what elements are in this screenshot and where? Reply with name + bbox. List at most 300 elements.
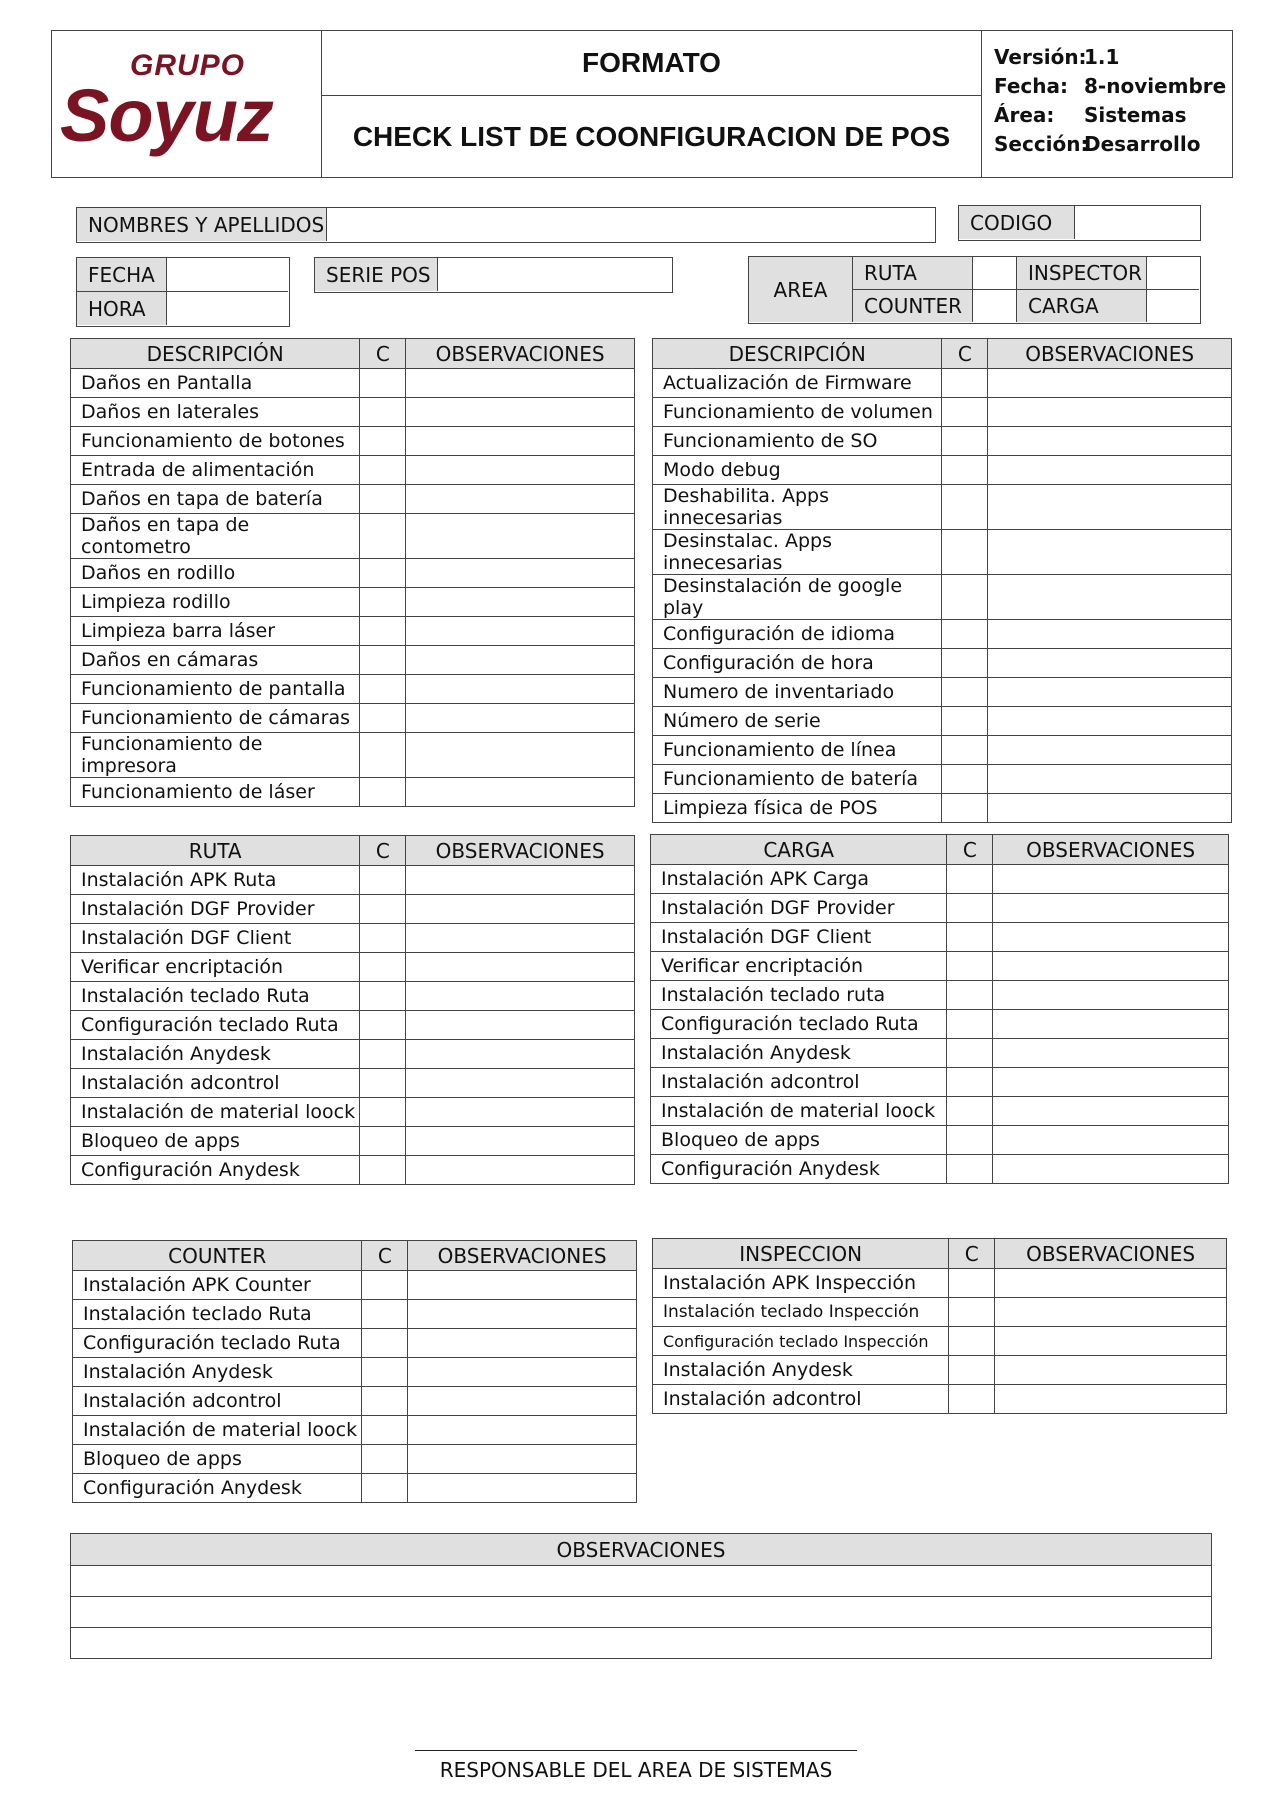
table-row: [71, 866, 635, 895]
observation-cell[interactable]: [988, 530, 1232, 575]
observation-cell[interactable]: [406, 733, 635, 778]
nombres-label: NOMBRES Y APELLIDOS: [77, 208, 327, 241]
date-label: Fecha:: [994, 74, 1069, 98]
column-header-description: DESCRIPCIÓN: [653, 339, 942, 369]
observation-cell[interactable]: [406, 1069, 635, 1098]
table-row: [651, 894, 1229, 923]
area-label: AREA: [749, 257, 853, 322]
check-cell[interactable]: [942, 736, 988, 765]
company-logo: [52, 31, 322, 177]
item-label: Configuración de hora: [653, 649, 942, 678]
table-row: [73, 1329, 637, 1358]
area-value: Sistemas: [1084, 103, 1187, 127]
item-label: Funcionamiento de impresora: [71, 733, 360, 778]
table-row: [653, 678, 1232, 707]
observation-cell[interactable]: [408, 1416, 637, 1445]
ruta-label: RUTA: [853, 257, 973, 290]
observation-cell[interactable]: [406, 1127, 635, 1156]
check-cell[interactable]: [362, 1416, 408, 1445]
table-row: [71, 427, 635, 456]
observation-cell[interactable]: [995, 1327, 1227, 1356]
check-cell[interactable]: [360, 953, 406, 982]
item-label: Instalación APK Carga: [651, 865, 947, 894]
table-row: [71, 1098, 635, 1127]
check-cell[interactable]: [360, 866, 406, 895]
item-label: Instalación adcontrol: [653, 1385, 949, 1414]
check-cell[interactable]: [360, 1040, 406, 1069]
table-row: [653, 369, 1232, 398]
item-label: Instalación Anydesk: [651, 1039, 947, 1068]
table-header-row: [73, 1241, 637, 1271]
observation-cell[interactable]: [408, 1445, 637, 1474]
column-header-observaciones: OBSERVACIONES: [993, 835, 1229, 865]
table-row: [73, 1416, 637, 1445]
check-cell[interactable]: [942, 456, 988, 485]
item-label: Instalación adcontrol: [71, 1069, 360, 1098]
table-row: [71, 675, 635, 704]
signature-line: [415, 1750, 857, 1751]
observation-cell[interactable]: [993, 952, 1229, 981]
table-row: [653, 620, 1232, 649]
nombres-input[interactable]: [327, 208, 934, 241]
check-cell[interactable]: [947, 1097, 993, 1126]
item-label: Configuración Anydesk: [71, 1156, 360, 1185]
item-label: Configuración Anydesk: [651, 1155, 947, 1184]
item-label: Entrada de alimentación: [71, 456, 360, 485]
observation-cell[interactable]: [408, 1329, 637, 1358]
table-carga: [650, 834, 1229, 1184]
table-row: [651, 923, 1229, 952]
observation-cell[interactable]: [408, 1387, 637, 1416]
table-row: [71, 1156, 635, 1185]
observation-cell[interactable]: [406, 1156, 635, 1185]
item-label: Instalación Anydesk: [71, 1040, 360, 1069]
item-label: Configuración teclado Inspección: [653, 1327, 949, 1356]
table-row: [71, 485, 635, 514]
observation-cell[interactable]: [406, 866, 635, 895]
item-label: Funcionamiento de cámaras: [71, 704, 360, 733]
table-row: [71, 778, 635, 807]
item-label: Desinstalac. Apps innecesarias: [653, 530, 942, 575]
column-header-check: C: [947, 835, 993, 865]
observation-cell[interactable]: [988, 427, 1232, 456]
observation-cell[interactable]: [406, 1011, 635, 1040]
observation-cell[interactable]: [988, 649, 1232, 678]
item-label: Funcionamiento de batería: [653, 765, 942, 794]
table-row: [73, 1445, 637, 1474]
observation-cell[interactable]: [408, 1300, 637, 1329]
observation-cell[interactable]: [406, 646, 635, 675]
version-label: Versión:: [994, 45, 1087, 69]
observation-cell[interactable]: [406, 1098, 635, 1127]
observation-cell[interactable]: [993, 865, 1229, 894]
item-label: Configuración teclado Ruta: [73, 1329, 362, 1358]
check-cell[interactable]: [949, 1356, 995, 1385]
check-cell[interactable]: [360, 369, 406, 398]
check-cell[interactable]: [949, 1385, 995, 1414]
codigo-label: CODIGO: [959, 206, 1075, 239]
check-cell[interactable]: [942, 530, 988, 575]
item-label: Daños en cámaras: [71, 646, 360, 675]
table-row: [71, 895, 635, 924]
observation-cell[interactable]: [988, 707, 1232, 736]
observation-cell[interactable]: [406, 456, 635, 485]
check-cell[interactable]: [947, 1126, 993, 1155]
table-header-row: [653, 1239, 1227, 1269]
check-cell[interactable]: [947, 894, 993, 923]
fecha-input[interactable]: [167, 258, 288, 292]
observation-cell[interactable]: [993, 1010, 1229, 1039]
document-header: [51, 30, 1233, 178]
check-cell[interactable]: [362, 1358, 408, 1387]
column-header-check: C: [942, 339, 988, 369]
item-label: Verificar encriptación: [651, 952, 947, 981]
table-row: [653, 1356, 1227, 1385]
check-cell[interactable]: [947, 1039, 993, 1068]
observation-cell[interactable]: [406, 953, 635, 982]
check-cell[interactable]: [947, 1010, 993, 1039]
observation-cell[interactable]: [406, 485, 635, 514]
item-label: Instalación DGF Provider: [71, 895, 360, 924]
table-row: [73, 1387, 637, 1416]
column-header-observaciones: OBSERVACIONES: [988, 339, 1232, 369]
observation-cell[interactable]: [406, 398, 635, 427]
table-row: [71, 456, 635, 485]
observaciones-line[interactable]: [71, 1566, 1212, 1597]
check-cell[interactable]: [360, 398, 406, 427]
observation-cell[interactable]: [406, 514, 635, 559]
observation-cell[interactable]: [406, 982, 635, 1011]
observaciones-line[interactable]: [71, 1597, 1212, 1628]
item-label: Instalación DGF Client: [651, 923, 947, 952]
carga-label: CARGA: [1017, 290, 1147, 322]
item-label: Instalación APK Counter: [73, 1271, 362, 1300]
check-cell[interactable]: [360, 485, 406, 514]
table-row: [653, 427, 1232, 456]
table-row: [651, 865, 1229, 894]
table-row: [653, 1327, 1227, 1356]
table-row: [71, 369, 635, 398]
area-box: [748, 256, 1201, 324]
check-cell[interactable]: [942, 369, 988, 398]
check-cell[interactable]: [360, 1011, 406, 1040]
check-cell[interactable]: [942, 649, 988, 678]
area-label: Área:: [994, 103, 1055, 127]
column-header-check: C: [360, 339, 406, 369]
item-label: Instalación teclado Ruta: [73, 1300, 362, 1329]
observation-cell[interactable]: [993, 1097, 1229, 1126]
item-label: Instalación DGF Provider: [651, 894, 947, 923]
observation-cell[interactable]: [993, 981, 1229, 1010]
observation-cell[interactable]: [408, 1474, 637, 1503]
check-cell[interactable]: [362, 1271, 408, 1300]
check-cell[interactable]: [942, 427, 988, 456]
observation-cell[interactable]: [995, 1298, 1227, 1327]
column-header-check: C: [949, 1239, 995, 1269]
observation-cell[interactable]: [406, 588, 635, 617]
table-row: [653, 736, 1232, 765]
check-cell[interactable]: [360, 924, 406, 953]
hora-label: HORA: [77, 292, 167, 325]
check-cell[interactable]: [360, 427, 406, 456]
item-label: Limpieza barra láser: [71, 617, 360, 646]
logo-soyuz-text: Soyuz: [60, 74, 273, 157]
observation-cell[interactable]: [406, 924, 635, 953]
item-label: Instalación de material loock: [71, 1098, 360, 1127]
observation-cell[interactable]: [993, 1068, 1229, 1097]
table-row: [651, 1126, 1229, 1155]
check-cell[interactable]: [949, 1269, 995, 1298]
table-row: [71, 1127, 635, 1156]
item-label: Deshabilita. Apps innecesarias: [653, 485, 942, 530]
table-row: [73, 1300, 637, 1329]
serie-pos-label: SERIE POS: [315, 258, 438, 291]
table-descripcion-1: [70, 338, 635, 807]
column-header-check: C: [360, 836, 406, 866]
logo-grupo-text: GRUPO: [130, 49, 246, 82]
observation-cell[interactable]: [988, 456, 1232, 485]
check-cell[interactable]: [362, 1329, 408, 1358]
observation-cell[interactable]: [988, 369, 1232, 398]
observation-cell[interactable]: [406, 675, 635, 704]
observation-cell[interactable]: [406, 369, 635, 398]
table-row: [653, 530, 1232, 575]
item-label: Instalación adcontrol: [73, 1387, 362, 1416]
observaciones-line[interactable]: [71, 1628, 1212, 1659]
table-row: [71, 733, 635, 778]
item-label: Configuración de idioma: [653, 620, 942, 649]
column-header-observaciones: OBSERVACIONES: [406, 339, 635, 369]
table-row: [651, 952, 1229, 981]
table-header-row: [71, 339, 635, 369]
item-label: Bloqueo de apps: [651, 1126, 947, 1155]
item-label: Funcionamiento de volumen: [653, 398, 942, 427]
item-label: Instalación de material loock: [73, 1416, 362, 1445]
check-cell[interactable]: [942, 707, 988, 736]
observation-cell[interactable]: [406, 617, 635, 646]
table-row: [653, 765, 1232, 794]
check-cell[interactable]: [947, 952, 993, 981]
check-cell[interactable]: [362, 1300, 408, 1329]
table-row: [71, 953, 635, 982]
observation-cell[interactable]: [993, 894, 1229, 923]
item-label: Daños en rodillo: [71, 559, 360, 588]
document-meta: [982, 31, 1232, 177]
inspector-check[interactable]: [1147, 257, 1199, 290]
column-header-observaciones: OBSERVACIONES: [995, 1239, 1227, 1269]
observation-cell[interactable]: [406, 427, 635, 456]
counter-label: COUNTER: [853, 290, 973, 322]
item-label: Funcionamiento de línea: [653, 736, 942, 765]
item-label: Limpieza física de POS: [653, 794, 942, 823]
table-row: [651, 1039, 1229, 1068]
observation-cell[interactable]: [406, 895, 635, 924]
check-cell[interactable]: [360, 646, 406, 675]
format-title: FORMATO: [322, 31, 981, 96]
ruta-check[interactable]: [973, 257, 1017, 290]
item-label: Funcionamiento de pantalla: [71, 675, 360, 704]
check-cell[interactable]: [947, 1068, 993, 1097]
column-header-observaciones: OBSERVACIONES: [408, 1241, 637, 1271]
table-ruta: [70, 835, 635, 1185]
item-label: Configuración teclado Ruta: [71, 1011, 360, 1040]
table-row: [653, 707, 1232, 736]
counter-check[interactable]: [973, 290, 1017, 322]
table-row: [73, 1358, 637, 1387]
column-header-observaciones: OBSERVACIONES: [406, 836, 635, 866]
item-label: Limpieza rodillo: [71, 588, 360, 617]
table-row: [71, 398, 635, 427]
item-label: Instalación APK Ruta: [71, 866, 360, 895]
check-cell[interactable]: [942, 794, 988, 823]
table-row: [653, 485, 1232, 530]
observation-cell[interactable]: [993, 1126, 1229, 1155]
table-row: [651, 981, 1229, 1010]
item-label: Número de serie: [653, 707, 942, 736]
item-label: Daños en laterales: [71, 398, 360, 427]
check-cell[interactable]: [949, 1298, 995, 1327]
observation-cell[interactable]: [406, 704, 635, 733]
observation-cell[interactable]: [993, 1039, 1229, 1068]
observaciones-header: OBSERVACIONES: [71, 1534, 1212, 1566]
item-label: Instalación teclado ruta: [651, 981, 947, 1010]
check-cell[interactable]: [360, 982, 406, 1011]
table-row: [71, 646, 635, 675]
serie-pos-row: [314, 257, 673, 293]
check-cell[interactable]: [360, 1098, 406, 1127]
check-cell[interactable]: [360, 704, 406, 733]
table-descripcion-2: [652, 338, 1232, 823]
check-cell[interactable]: [360, 559, 406, 588]
codigo-input[interactable]: [1075, 206, 1199, 239]
item-label: Funcionamiento de láser: [71, 778, 360, 807]
table-row: [73, 1474, 637, 1503]
check-cell[interactable]: [949, 1327, 995, 1356]
table-row: [71, 1040, 635, 1069]
observation-cell[interactable]: [988, 575, 1232, 620]
observation-cell[interactable]: [988, 620, 1232, 649]
item-label: Modo debug: [653, 456, 942, 485]
item-label: Bloqueo de apps: [71, 1127, 360, 1156]
check-cell[interactable]: [360, 675, 406, 704]
fecha-hora-box: [76, 257, 290, 327]
table-counter: [72, 1240, 637, 1503]
item-label: Instalación adcontrol: [651, 1068, 947, 1097]
column-header-description: DESCRIPCIÓN: [71, 339, 360, 369]
observation-cell[interactable]: [988, 765, 1232, 794]
item-label: Desinstalación de google play: [653, 575, 942, 620]
check-cell[interactable]: [360, 617, 406, 646]
table-header-row: [651, 835, 1229, 865]
table-row: [653, 575, 1232, 620]
check-cell[interactable]: [360, 895, 406, 924]
observation-cell[interactable]: [993, 1155, 1229, 1184]
check-cell[interactable]: [947, 981, 993, 1010]
observation-cell[interactable]: [995, 1385, 1227, 1414]
check-cell[interactable]: [360, 733, 406, 778]
signature-caption: RESPONSABLE DEL AREA DE SISTEMAS: [439, 1758, 833, 1782]
observation-cell[interactable]: [408, 1271, 637, 1300]
observation-cell[interactable]: [988, 398, 1232, 427]
observation-cell[interactable]: [995, 1269, 1227, 1298]
check-cell[interactable]: [360, 1069, 406, 1098]
item-label: Instalación teclado Ruta: [71, 982, 360, 1011]
check-cell[interactable]: [362, 1387, 408, 1416]
check-cell[interactable]: [360, 456, 406, 485]
column-header-description: COUNTER: [73, 1241, 362, 1271]
table-inspeccion: [652, 1238, 1227, 1414]
carga-check[interactable]: [1147, 290, 1199, 322]
check-cell[interactable]: [942, 398, 988, 427]
observation-cell[interactable]: [988, 794, 1232, 823]
observation-cell[interactable]: [993, 923, 1229, 952]
check-cell[interactable]: [942, 485, 988, 530]
check-cell[interactable]: [947, 923, 993, 952]
hora-input[interactable]: [167, 292, 288, 325]
check-cell[interactable]: [942, 575, 988, 620]
observation-cell[interactable]: [406, 559, 635, 588]
observation-cell[interactable]: [408, 1358, 637, 1387]
check-cell[interactable]: [360, 778, 406, 807]
codigo-row: [958, 205, 1201, 241]
section-value: Desarrollo: [1084, 132, 1201, 156]
check-cell[interactable]: [360, 1156, 406, 1185]
fecha-label: FECHA: [77, 258, 167, 292]
observaciones-block: [70, 1533, 1212, 1659]
item-label: Verificar encriptación: [71, 953, 360, 982]
check-cell[interactable]: [362, 1474, 408, 1503]
check-cell[interactable]: [360, 1127, 406, 1156]
check-cell[interactable]: [360, 514, 406, 559]
observation-cell[interactable]: [988, 736, 1232, 765]
table-row: [651, 1068, 1229, 1097]
observation-cell[interactable]: [406, 778, 635, 807]
check-cell[interactable]: [942, 620, 988, 649]
observation-cell[interactable]: [995, 1356, 1227, 1385]
check-cell[interactable]: [942, 765, 988, 794]
check-cell[interactable]: [947, 865, 993, 894]
table-row: [71, 588, 635, 617]
section-label: Sección:: [994, 132, 1089, 156]
table-row: [71, 559, 635, 588]
table-row: [653, 794, 1232, 823]
table-row: [653, 1269, 1227, 1298]
item-label: Instalación de material loock: [651, 1097, 947, 1126]
table-header-row: [653, 339, 1232, 369]
serie-pos-input[interactable]: [438, 258, 671, 291]
check-cell[interactable]: [360, 588, 406, 617]
table-row: [653, 1385, 1227, 1414]
observation-cell[interactable]: [988, 678, 1232, 707]
checklist-title: CHECK LIST DE COONFIGURACION DE POS: [352, 120, 951, 152]
check-cell[interactable]: [362, 1445, 408, 1474]
item-label: Actualización de Firmware: [653, 369, 942, 398]
item-label: Instalación DGF Client: [71, 924, 360, 953]
observation-cell[interactable]: [406, 1040, 635, 1069]
observation-cell[interactable]: [988, 485, 1232, 530]
item-label: Bloqueo de apps: [73, 1445, 362, 1474]
check-cell[interactable]: [942, 678, 988, 707]
check-cell[interactable]: [947, 1155, 993, 1184]
column-header-check: C: [362, 1241, 408, 1271]
item-label: Funcionamiento de SO: [653, 427, 942, 456]
item-label: Daños en tapa de contometro: [71, 514, 360, 559]
column-header-description: CARGA: [651, 835, 947, 865]
table-row: [71, 704, 635, 733]
table-row: [71, 617, 635, 646]
column-header-description: RUTA: [71, 836, 360, 866]
table-row: [651, 1155, 1229, 1184]
